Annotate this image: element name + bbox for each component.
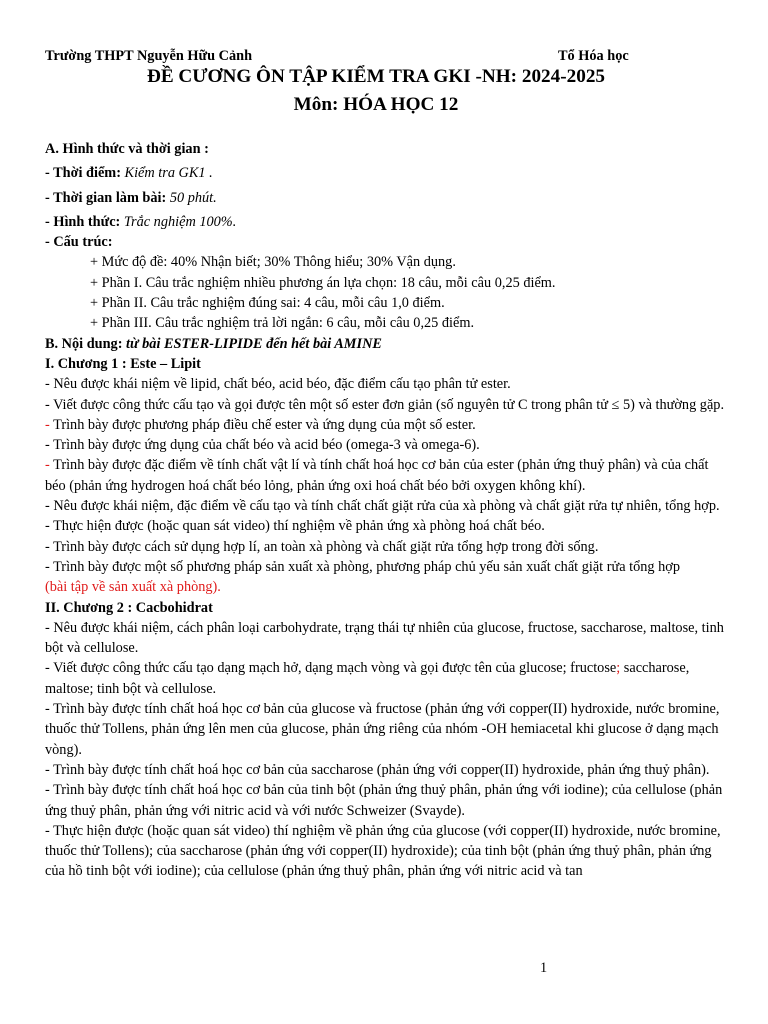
list-item: - Thực hiện được (hoặc quan sát video) thí nghiệm về phản ứng xà phòng hoá chất béo. — [45, 518, 545, 535]
list-item: - Trình bày được tính chất hoá học cơ bản của tinh bột (phản ứng thuỷ phân, phản ứng với iodine); của cellulose (phản ứng thuỷ phân, phản ứng với nitric acid và với nước Schweizer (Svayde). — [45, 782, 723, 819]
chapter1-heading: I. Chương 1 : Este – Lipit — [45, 355, 201, 372]
page-number: 1 — [540, 960, 548, 976]
list-item: - Trình bày được đặc điểm về tính chất vật lí và tính chất hoá học cơ bản của ester (phản ứng thuỷ phân) và của chất béo (phản ứng hydrogen hoá chất béo lỏng, phản ứng oxi hoá chất béo bởi oxygen không khí). — [45, 457, 709, 494]
exam-time-value: Kiểm tra GK1 . — [124, 165, 213, 182]
section-b-value: từ bài ESTER-LIPIDE đến hết bài AMINE — [126, 335, 382, 352]
list-item: - Trình bày được phương pháp điều chế ester và ứng dụng của một số ester. — [45, 416, 476, 433]
duration-label: - Thời gian làm bài: — [45, 189, 167, 206]
document-title: ĐỀ CƯƠNG ÔN TẬP KIỂM TRA GKI -NH: 2024-2025 — [146, 66, 606, 87]
form-label: - Hình thức: — [45, 213, 121, 230]
school-name: Trường THPT Nguyễn Hữu Cảnh — [45, 48, 253, 64]
red-note: (bài tập về sản xuất xà phòng). — [45, 579, 221, 596]
document-body — [45, 139, 725, 882]
structure-item: + Mức độ đề: 40% Nhận biết; 30% Thông hiểu; 30% Vận dụng. — [90, 254, 456, 271]
structure-item: + Phần I. Câu trắc nghiệm nhiều phương án lựa chọn: 18 câu, mỗi câu 0,25 điểm. — [90, 274, 556, 291]
red-semicolon: ; — [616, 660, 621, 677]
list-item: - Nêu được khái niệm, cách phân loại carbohydrate, trạng thái tự nhiên của glucose, fructose, saccharose, maltose, tinh bột và cellulose. — [45, 619, 724, 657]
exam-time-label: - Thời điểm: — [45, 165, 121, 182]
structure-item: + Phần III. Câu trắc nghiệm trả lời ngắn: 6 câu, mỗi câu 0,25 điểm. — [90, 315, 475, 332]
list-item: - Viết được công thức cấu tạo dạng mạch hở, dạng mạch vòng và gọi được tên của glucose; fructose; saccharose, maltose; tinh bột và cellulose. — [45, 660, 690, 697]
structure-label: - Cấu trúc: — [45, 234, 113, 251]
list-item: - Nêu được khái niệm về lipid, chất béo, acid béo, đặc điểm cấu tạo phân tử ester. — [45, 376, 511, 393]
section-b-heading — [45, 334, 725, 354]
section-a-heading: A. Hình thức và thời gian : — [45, 141, 209, 157]
exam-time-line — [45, 163, 725, 183]
list-item: - Viết được công thức cấu tạo và gọi được tên một số ester đơn giản (số nguyên tử C trong phân tử ≤ 5) và thường gặp. — [45, 396, 725, 413]
duration-line — [45, 188, 725, 208]
form-line — [45, 212, 725, 232]
list-item: - Trình bày được một số phương pháp sản xuất xà phòng, phương pháp chủ yếu sản xuất chất giặt rửa tổng hợp — [45, 558, 681, 575]
red-dash: - — [45, 457, 50, 474]
structure-item: + Phần II. Câu trắc nghiệm đúng sai: 4 câu, mỗi câu 1,0 điểm. — [90, 295, 445, 312]
section-b-label: B. Nội dung: — [45, 335, 123, 352]
list-item: - Trình bày được cách sử dụng hợp lí, an toàn xà phòng và chất giặt rửa tổng hợp trong đời sống. — [45, 538, 599, 555]
red-dash: - — [45, 416, 50, 433]
list-item: - Trình bày được ứng dụng của chất béo và acid béo (omega-3 và omega-6). — [45, 437, 480, 454]
form-value: Trắc nghiệm 100%. — [123, 213, 237, 230]
subject-title: Môn: HÓA HỌC 12 — [293, 94, 459, 115]
department-name: Tổ Hóa học — [558, 48, 629, 64]
list-item: - Trình bày được tính chất hoá học cơ bản của glucose và fructose (phản ứng với copper(II) hydroxide, nước bromine, thuốc thử Tollens, phản ứng lên men của glucose, phản ứng riêng của nhóm -OH hemiacetal khi glucose ở dạng mạch vòng). — [45, 701, 720, 758]
list-item: - Nêu được khái niệm, đặc điểm về cấu tạo và tính chất chất giặt rửa của xà phòng và chất giặt rửa tự nhiên, tổng hợp. — [45, 498, 720, 515]
list-item: - Trình bày được tính chất hoá học cơ bản của saccharose (phản ứng với copper(II) hydroxide, phản ứng thuỷ phân). — [45, 761, 710, 778]
chapter2-heading: II. Chương 2 : Cacbohidrat — [45, 599, 213, 616]
list-item: - Thực hiện được (hoặc quan sát video) thí nghiệm về phản ứng của glucose (với copper(II) hydroxide, nước bromine, thuốc thử Tollens); của saccharose (phản ứng với copper(II) hydroxide); của tinh bột (phản ứng thuỷ phân, phản ứng của hồ tinh bột với iodine); của cellulose (phản ứng thuỷ phân, phản ứng với nitric acid và tan — [45, 822, 721, 880]
duration-value: 50 phút. — [169, 189, 217, 206]
